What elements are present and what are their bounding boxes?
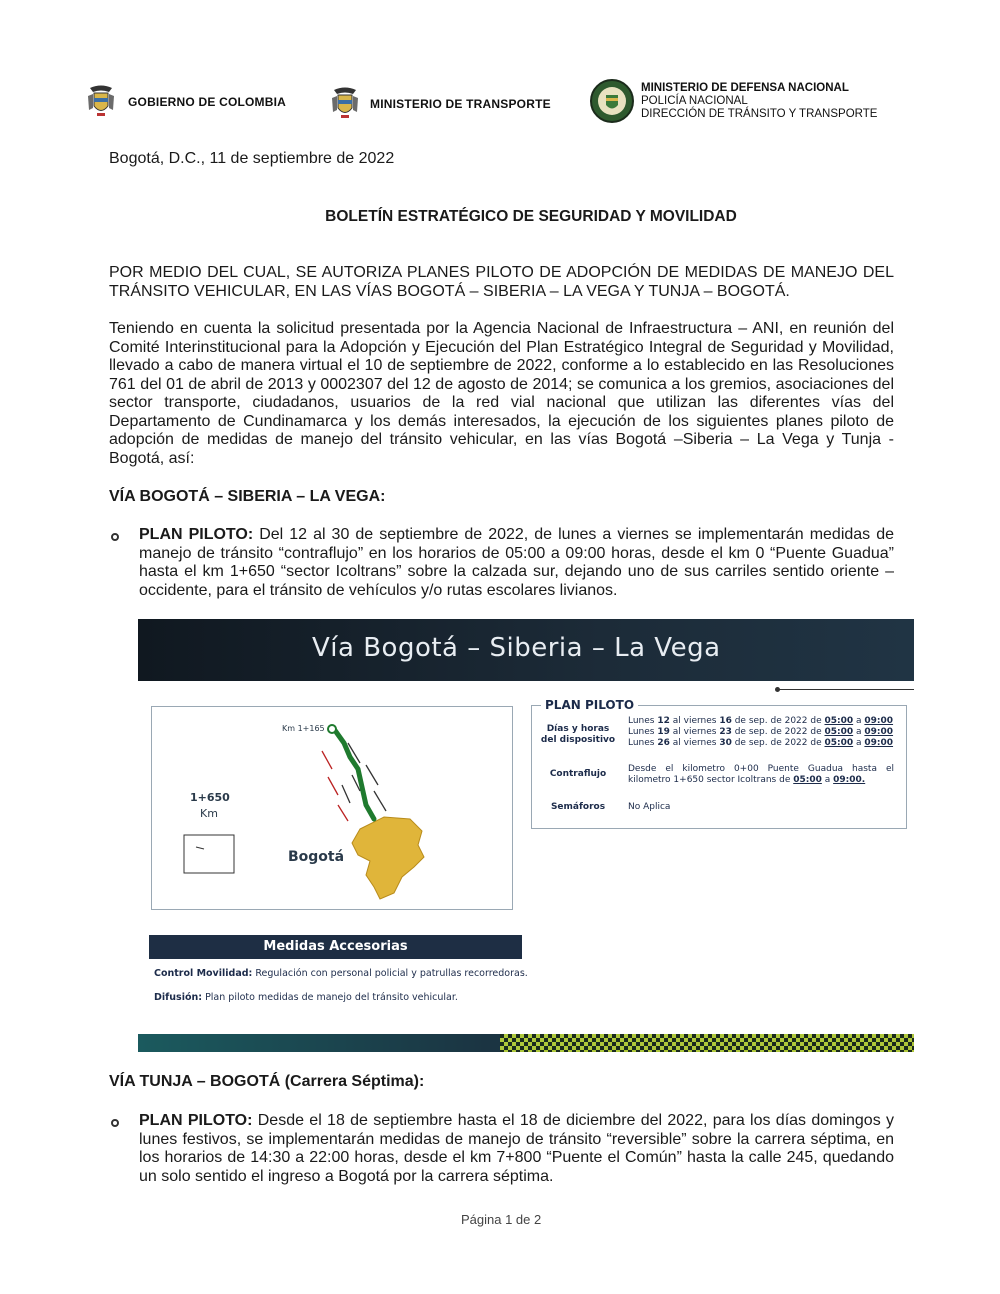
infographic-banner <box>138 619 914 681</box>
distance-unit: Km <box>200 807 218 820</box>
control-movilidad-line: Control Movilidad: Regulación con personal policial y patrullas recorredoras. <box>154 968 528 979</box>
city-label: Bogotá <box>288 849 345 865</box>
bogota-area-shape <box>352 817 424 899</box>
plan-piloto-heading: PLAN PILOTO <box>541 698 638 712</box>
checker-pattern <box>500 1034 914 1052</box>
header <box>0 0 1000 140</box>
gobierno-label: GOBIERNO DE COLOMBIA <box>128 95 287 109</box>
police-line-1: MINISTERIO DE DEFENSA NACIONAL <box>641 82 849 94</box>
contraflujo-label: Contraflujo <box>549 769 607 779</box>
document-date: Bogotá, D.C., 11 de septiembre de 2022 <box>109 150 395 167</box>
plan-piloto-siberia <box>139 526 894 600</box>
semaforos-label: Semáforos <box>550 802 606 812</box>
difusion-line: Difusión: Plan piloto medidas de manejo del tránsito vehicular. <box>154 992 458 1003</box>
plan-piloto-text: Desde el 18 de septiembre hasta el 18 de diciembre del 2022, para los días domingos y lunes festivos, se implementarán medidas de manejo de tránsito “reversible” sobre la carrera séptima, en los horarios de 14:30 a 22:00 horas, desde el km 7+800 “Puente el Común” hasta la calle 245, quedando un solo sentido el ingreso a Bogotá por la carrera séptima. <box>139 1112 895 1185</box>
bullet-icon <box>111 1119 119 1127</box>
plan-piloto-tunja <box>139 1112 894 1186</box>
accesorias-heading: Medidas Accesorias <box>149 935 522 959</box>
plan-piloto-text: Del 12 al 30 de septiembre de 2022, de lunes a viernes se implementarán medidas de manejo de tránsito “contraflujo” en los horarios de 05:00 a 09:00 horas, desde el km 0 “Puente Guadua” hasta el km 1+650 “sector Icoltrans” sobre la calzada sur, dejando uno de sus carriles sentido oriente – occidente, para el tránsito de vehículos y/o rutas escolares livianos. <box>139 526 895 599</box>
plan-piloto-rule <box>778 689 914 690</box>
plan-piloto-box <box>531 698 907 829</box>
document-subject: POR MEDIO DEL CUAL, SE AUTORIZA PLANES PILOTO DE ADOPCIÓN DE MEDIDAS DE MANEJO DEL TRÁNSITO VEHICULAR, EN LAS VÍAS BOGOTÁ – SIBERIA – LA VEGA Y TUNJA – BOGOTÁ. <box>109 264 894 300</box>
infographic-title: Vía Bogotá – Siberia – La Vega <box>312 633 721 663</box>
police-emblem-icon <box>588 78 636 124</box>
plan-piloto-label: PLAN PILOTO: <box>139 526 254 543</box>
police-line-2: POLICÍA NACIONAL <box>641 95 748 107</box>
route-map <box>151 706 513 910</box>
plan-piloto-label: PLAN PILOTO: <box>139 1112 253 1129</box>
bullet-icon <box>111 533 119 541</box>
section-heading-tunja: VÍA TUNJA – BOGOTÁ (Carrera Séptima): <box>109 1073 425 1090</box>
route-line <box>334 729 374 819</box>
contraflujo-value: Desde el kilometro 0+00 Puente Guadua hasta el kilometro 1+650 sector Icoltrans de 05:00 a 09:00. <box>628 764 894 785</box>
page-number: Página 1 de 2 <box>461 1212 542 1227</box>
days-row: Lunes 26 al viernes 30 de sep. de 2022 de 05:00 a 09:00 <box>628 738 894 748</box>
section-heading-siberia: VÍA BOGOTÁ – SIBERIA – LA VEGA: <box>109 488 386 505</box>
days-label: Días y horas del dispositivo <box>540 724 616 745</box>
km-marker-label: Km 1+165 <box>282 724 325 733</box>
plan-piloto-dot <box>775 687 780 692</box>
days-row: Lunes 19 al viernes 23 de sep. de 2022 de 05:00 a 09:00 <box>628 727 894 737</box>
semaforos-value: No Aplica <box>628 802 671 812</box>
distance-value: 1+650 <box>190 791 230 804</box>
police-header-text <box>641 82 877 121</box>
police-line-3: DIRECCIÓN DE TRÁNSITO Y TRANSPORTE <box>641 108 878 120</box>
ministerio-transporte-label: MINISTERIO DE TRANSPORTE <box>370 97 551 111</box>
document-title: BOLETÍN ESTRATÉGICO DE SEGURIDAD Y MOVILIDAD <box>325 208 737 225</box>
days-row: Lunes 12 al viernes 16 de sep. de 2022 de 05:00 a 09:00 <box>628 716 894 726</box>
days-list <box>628 716 898 749</box>
intro-paragraph: Teniendo en cuenta la solicitud presentada por la Agencia Nacional de Infraestructura – ANI, en reunión del Comité Interinstitucional para la Adopción y Ejecución del Plan Estratégico Integral de Seguridad y Movilidad, llevado a cabo de manera virtual el 10 de septiembre de 2022, conforme a lo establecido en las Resoluciones 761 del 01 de abril de 2013 y 0002307 del 12 de agosto de 2014; se comunica a los gremios, asociaciones del sector transporte, ciudadanos, usuarios de la red vial nacional que utilizan las diferentes vías del Departamento de Cundinamarca y los demás interesados, la ejecución de los siguientes planes piloto de adopción de medidas de manejo del tránsito vehicular, en las vías Bogotá –Siberia – La Vega y Tunja - Bogotá, así: <box>109 320 894 467</box>
colombia-coat-of-arms-icon <box>86 84 116 118</box>
colombia-coat-of-arms-icon <box>330 86 360 120</box>
